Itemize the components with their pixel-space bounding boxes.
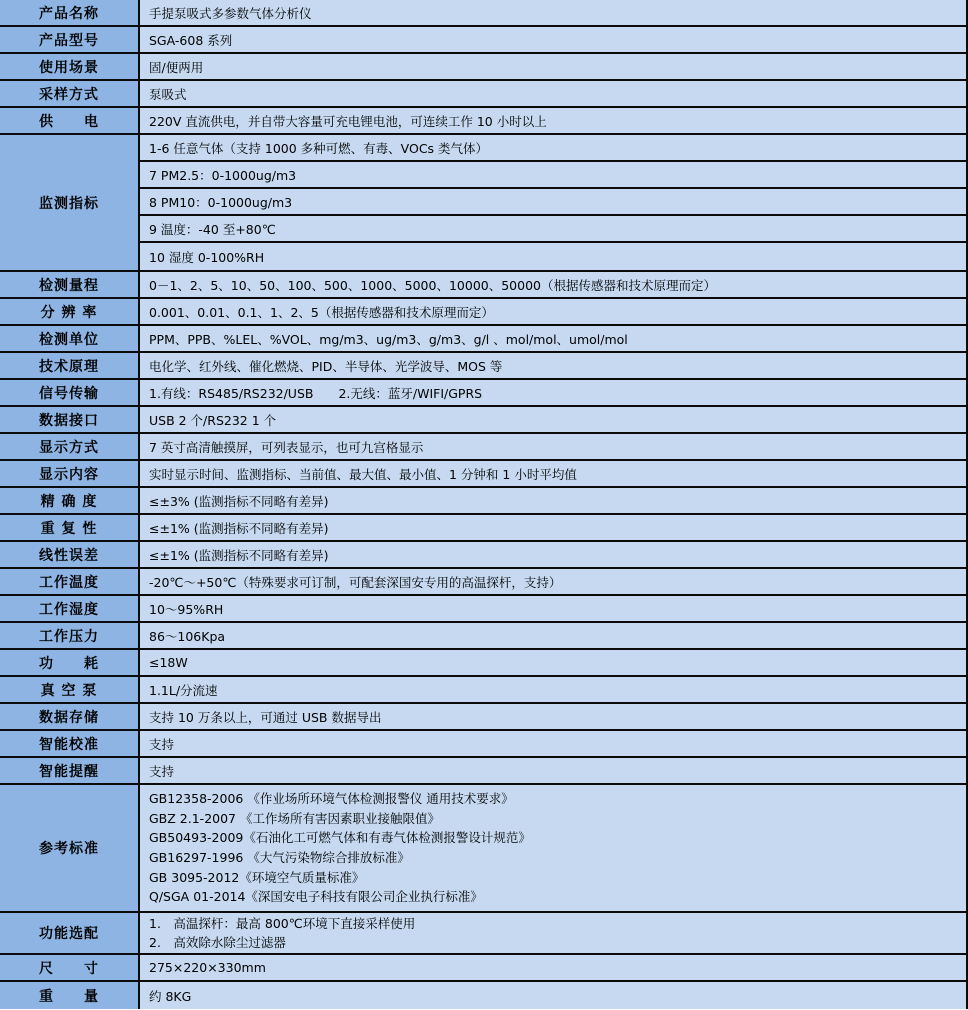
value-text: 1.有线：RS485/RS232/USB 2.无线：蓝牙/WIFI/GPRS <box>149 385 483 401</box>
spec-row-label <box>0 569 140 594</box>
spec-row-data-storage <box>0 704 966 731</box>
value-text: 220V 直流供电，并自带大容量可充电锂电池，可连续工作 10 小时以上 <box>149 113 547 129</box>
spec-row-value <box>140 623 966 648</box>
spec-row-value <box>140 982 966 1009</box>
spec-row-value <box>140 54 966 79</box>
value-text: 0－1、2、5、10、50、100、500、1000、5000、10000、50000（根据传感器和技术原理而定） <box>149 277 716 293</box>
label-text: 参考标准 <box>39 841 99 857</box>
spec-row-vacuum-pump <box>0 677 966 704</box>
spec-row-label <box>0 326 140 351</box>
spec-row-label <box>0 135 140 270</box>
value-text: 10 湿度 0-100%RH <box>149 249 265 265</box>
spec-row-working-temperature <box>0 569 966 596</box>
label-text: 监测指标 <box>39 195 99 212</box>
spec-row-label <box>0 650 140 675</box>
spec-row-detection-unit <box>0 326 966 353</box>
spec-row-value <box>140 0 966 25</box>
spec-row-power-consumption <box>0 650 966 677</box>
spec-row-label <box>0 353 140 378</box>
spec-row-reference-standards <box>0 785 966 913</box>
spec-row-label <box>0 623 140 648</box>
standard-line: GB12358-2006 《作业场所环境气体检测报警仪 通用技术要求》 <box>149 790 514 806</box>
spec-row-label <box>0 955 140 980</box>
value-text: ≤±1% (监测指标不同略有差异) <box>149 520 329 536</box>
spec-row-accuracy <box>0 488 966 515</box>
spec-row-resolution <box>0 299 966 326</box>
value-text: PPM、PPB、%LEL、%VOL、mg/m3、ug/m3、g/m3、g/l 、mol/mol、umol/mol <box>149 331 628 347</box>
label-text: 显示方式 <box>39 439 99 456</box>
spec-row-value <box>140 326 966 351</box>
spec-row-signal-transmission <box>0 380 966 407</box>
spec-row-label <box>0 380 140 405</box>
monitoring-indicator-item <box>140 135 966 162</box>
spec-row-value <box>140 461 966 486</box>
label-text: 功能选配 <box>39 926 99 942</box>
spec-row-sampling-method <box>0 81 966 108</box>
value-text: 实时显示时间、监测指标、当前值、最大值、最小值、1 分钟和 1 小时平均值 <box>149 466 577 482</box>
label-text: 精 确 度 <box>40 493 98 510</box>
spec-row-label <box>0 913 140 953</box>
label-text: 工作压力 <box>39 628 99 645</box>
label-text: 数据存储 <box>39 709 99 726</box>
label-text: 采样方式 <box>39 86 99 103</box>
value-text: -20℃～+50℃（特殊要求可订制，可配套深国安专用的高温探杆，支持） <box>149 574 562 590</box>
monitoring-indicator-item <box>140 243 966 270</box>
spec-row-label <box>0 785 140 911</box>
spec-row-product-name <box>0 0 966 27</box>
spec-row-value <box>140 108 966 133</box>
spec-row-working-humidity <box>0 596 966 623</box>
spec-row-display-mode <box>0 434 966 461</box>
label-text: 信号传输 <box>39 385 99 402</box>
value-text: SGA-608 系列 <box>149 32 233 48</box>
value-text: 支持 <box>149 763 175 779</box>
spec-row-smart-calibration <box>0 731 966 758</box>
label-text: 尺 寸 <box>39 960 99 977</box>
spec-row-dimensions <box>0 955 966 982</box>
standard-line: GB 3095-2012《环境空气质量标准》 <box>149 869 365 885</box>
spec-row-label <box>0 677 140 702</box>
value-text: 0.001、0.01、0.1、1、2、5（根据传感器和技术原理而定） <box>149 304 494 320</box>
value-text: 7 PM2.5：0-1000ug/m3 <box>149 167 297 183</box>
value-text: 手提泵吸式多参数气体分析仪 <box>149 5 312 21</box>
spec-row-value <box>140 81 966 106</box>
spec-row-value <box>140 596 966 621</box>
spec-row-label <box>0 982 140 1009</box>
spec-row-usage-scenario <box>0 54 966 81</box>
standard-line: GBZ 2.1-2007 《工作场所有害因素职业接触限值》 <box>149 810 440 826</box>
spec-row-value <box>140 785 966 911</box>
spec-row-label <box>0 272 140 297</box>
spec-row-label <box>0 407 140 432</box>
spec-row-label <box>0 434 140 459</box>
spec-row-value <box>140 380 966 405</box>
label-text: 供 电 <box>39 113 99 130</box>
monitoring-indicator-item <box>140 216 966 243</box>
spec-row-value <box>140 272 966 297</box>
spec-row-value <box>140 704 966 729</box>
label-text: 显示内容 <box>39 466 99 483</box>
spec-row-value <box>140 542 966 567</box>
label-text: 智能提醒 <box>39 763 99 780</box>
spec-row-value <box>140 677 966 702</box>
spec-row-repeatability <box>0 515 966 542</box>
label-text: 工作湿度 <box>39 601 99 618</box>
label-text: 重 量 <box>39 988 99 1005</box>
value-text: 电化学、红外线、催化燃烧、PID、半导体、光学波导、MOS 等 <box>149 358 503 374</box>
spec-row-value <box>140 488 966 513</box>
value-text: 固/便两用 <box>149 59 204 75</box>
value-text: 1.1L/分流速 <box>149 682 218 698</box>
spec-row-product-model <box>0 27 966 54</box>
spec-row-smart-reminder <box>0 758 966 785</box>
spec-row-technical-principle <box>0 353 966 380</box>
label-text: 检测单位 <box>39 331 99 348</box>
value-text: 275×220×330mm <box>149 960 266 975</box>
standard-line: Q/SGA 01-2014《深国安电子科技有限公司企业执行标准》 <box>149 889 483 905</box>
spec-row-value <box>140 955 966 980</box>
label-text: 功 耗 <box>39 655 99 672</box>
spec-row-value <box>140 913 966 953</box>
spec-row-label <box>0 704 140 729</box>
label-text: 线性误差 <box>39 547 99 564</box>
label-text: 真 空 泵 <box>40 682 98 699</box>
spec-row-label <box>0 542 140 567</box>
value-text: 9 温度：-40 至+80℃ <box>149 221 276 237</box>
label-text: 工作温度 <box>39 574 99 591</box>
spec-row-data-interface <box>0 407 966 434</box>
spec-row-label <box>0 731 140 756</box>
spec-row-label <box>0 488 140 513</box>
spec-row-optional-features <box>0 913 966 955</box>
spec-row-label <box>0 461 140 486</box>
spec-row-label <box>0 515 140 540</box>
spec-row-value <box>140 407 966 432</box>
value-text: USB 2 个/RS232 1 个 <box>149 412 277 428</box>
monitoring-indicator-list <box>140 135 966 270</box>
label-text: 智能校准 <box>39 736 99 753</box>
option-line: 1. 高温探杆：最高 800℃环境下直接采样使用 <box>149 916 416 931</box>
value-text: 8 PM10：0-1000ug/m3 <box>149 194 293 210</box>
spec-row-working-pressure <box>0 623 966 650</box>
spec-row-label <box>0 27 140 52</box>
monitoring-indicator-item <box>140 189 966 216</box>
spec-row-linearity-error <box>0 542 966 569</box>
monitoring-indicator-item <box>140 162 966 189</box>
value-text: 支持 10 万条以上，可通过 USB 数据导出 <box>149 709 382 725</box>
value-text: 1-6 任意气体（支持 1000 多种可燃、有毒、VOCs 类气体） <box>149 140 489 156</box>
spec-row-label <box>0 81 140 106</box>
label-text: 技术原理 <box>39 358 99 375</box>
label-text: 分 辨 率 <box>40 304 98 321</box>
standard-line: GB50493-2009《石油化工可燃气体和有毒气体检测报警设计规范》 <box>149 830 531 846</box>
spec-row-value <box>140 758 966 783</box>
spec-row-label <box>0 0 140 25</box>
value-text: ≤18W <box>149 655 188 670</box>
spec-row-label <box>0 299 140 324</box>
value-text: 支持 <box>149 736 175 752</box>
value-text: 约 8KG <box>149 988 192 1004</box>
label-text: 检测量程 <box>39 277 99 294</box>
spec-row-label <box>0 108 140 133</box>
label-text: 数据接口 <box>39 412 99 429</box>
spec-row-value <box>140 569 966 594</box>
spec-row-label <box>0 758 140 783</box>
value-text: 10～95%RH <box>149 601 224 617</box>
spec-row-value <box>140 353 966 378</box>
spec-row-weight <box>0 982 966 1009</box>
value-text: 泵吸式 <box>149 86 187 102</box>
standard-line: GB16297-1996 《大气污染物综合排放标准》 <box>149 850 410 865</box>
label-text: 产品名称 <box>39 5 99 22</box>
spec-row-label <box>0 596 140 621</box>
value-text: 86～106Kpa <box>149 628 226 644</box>
spec-row-detection-range <box>0 272 966 299</box>
spec-row-monitoring-indicators <box>0 135 966 272</box>
spec-row-value <box>140 27 966 52</box>
value-text: ≤±1% (监测指标不同略有差异) <box>149 547 329 563</box>
spec-row-value <box>140 299 966 324</box>
spec-row-value <box>140 434 966 459</box>
spec-row-value <box>140 731 966 756</box>
label-text: 产品型号 <box>39 32 99 49</box>
label-text: 重 复 性 <box>40 520 98 537</box>
value-text: 7 英寸高清触摸屏，可列表显示，也可九宫格显示 <box>149 439 424 455</box>
spec-row-value <box>140 515 966 540</box>
label-text: 使用场景 <box>39 59 99 76</box>
spec-row-label <box>0 54 140 79</box>
value-text: ≤±3% (监测指标不同略有差异) <box>149 493 329 509</box>
spec-row-value <box>140 650 966 675</box>
option-line: 2. 高效除水除尘过滤器 <box>149 935 286 950</box>
spec-row-power-supply <box>0 108 966 135</box>
spec-row-display-content <box>0 461 966 488</box>
